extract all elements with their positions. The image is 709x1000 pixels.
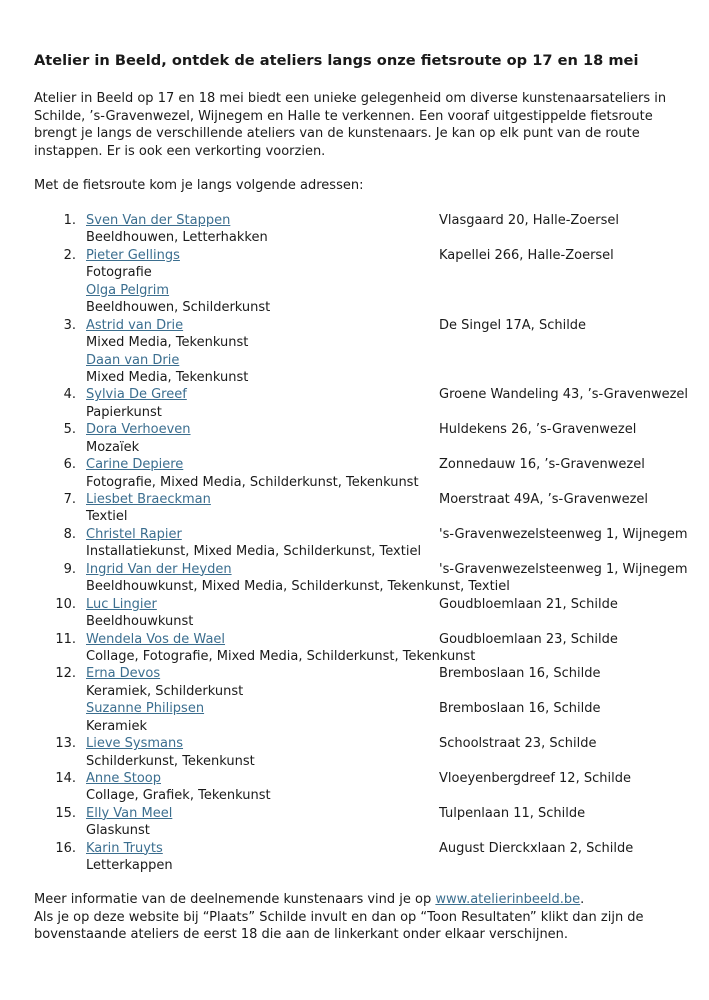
list-item-details [0,613,709,630]
artist-address: Groene Wandeling 43, ’s-Gravenwezel [439,387,689,403]
list-item-number: 10. [55,596,76,612]
list-item-details [0,753,709,770]
list-item-details [0,787,709,804]
list-item-details [0,822,709,839]
list-item [0,805,709,822]
artist-address: Bremboslaan 16, Schilde [439,666,601,682]
list-item-details [0,299,709,316]
artist-disciplines: Collage, Grafiek, Tekenkunst [86,788,271,804]
artist-name-link[interactable]: Erna Devos [86,666,161,682]
list-item-number: 6. [63,457,76,473]
list-item-number: 13. [55,736,76,752]
artist-address: De Singel 17A, Schilde [439,317,587,333]
artist-name-link[interactable]: Pieter Gellings [86,247,180,263]
list-item [0,282,709,299]
artist-disciplines: Schilderkunst, Tekenkunst [86,753,255,769]
artist-name-link[interactable]: Liesbet Braeckman [86,492,211,507]
list-item [0,561,709,578]
list-item-details [0,857,709,874]
artist-name-link[interactable]: Elly Van Meel [86,805,173,821]
artist-disciplines: Fotografie [86,265,152,281]
artist-address: Vloeyenbergdreef 12, Schilde [439,771,631,786]
artist-disciplines: Beeldhouwkunst, Mixed Media, Schilderkunst, Tekenkunst, Textiel [86,579,510,595]
list-item-number: 4. [63,387,76,403]
artist-name-link[interactable]: Karin Truyts [86,840,163,856]
list-item [0,386,709,403]
list-item [0,840,709,857]
list-item [0,212,709,229]
list-item-number: 3. [63,317,76,333]
footer-instructions: Als je op deze website bij “Plaats” Schilde invult en dan op “Toon Resultaten” klikt dan zijn de bovenstaande ateliers de eerst 18 die aan de linkerkant onder elkaar verschijnen. [34,909,644,942]
list-item-details [0,578,709,595]
artist-name-link[interactable]: Sylvia De Greef [86,387,187,403]
artist-disciplines: Papierkunst [86,404,162,420]
artist-disciplines: Installatiekunst, Mixed Media, Schilderkunst, Textiel [86,544,422,560]
list-item-number: 9. [63,561,76,577]
artist-address: Goudbloemlaan 23, Schilde [439,631,618,647]
artist-address: 's-Gravenwezelsteenweg 1, Wijnegem [439,561,688,577]
list-item-details [0,648,709,665]
list-item [0,456,709,473]
list-item-number: 7. [63,492,76,507]
list-item-number: 8. [63,526,76,542]
list-item-details [0,683,709,700]
list-item [0,700,709,717]
artist-disciplines: Mozaïek [86,439,140,455]
artist-name-link[interactable]: Wendela Vos de Wael [86,631,226,647]
list-item [0,247,709,264]
list-item-details [0,264,709,281]
artist-address: August Dierckxlaan 2, Schilde [439,840,634,856]
artist-address: Tulpenlaan 11, Schilde [439,805,586,821]
artist-name-link[interactable]: Carine Depiere [86,457,184,473]
artist-disciplines: Beeldhouwen, Letterhakken [86,230,268,246]
artist-name-link[interactable]: Dora Verhoeven [86,422,191,438]
list-item [0,665,709,682]
artist-name-link[interactable]: Astrid van Drie [86,317,184,333]
list-item-details [0,718,709,735]
artist-disciplines: Collage, Fotografie, Mixed Media, Schilderkunst, Tekenkunst [86,648,476,664]
list-item [0,631,709,648]
artist-address: Goudbloemlaan 21, Schilde [439,596,618,612]
list-item-number: 5. [63,422,76,438]
artist-name-link[interactable]: Suzanne Philipsen [86,701,205,717]
artist-disciplines: Keramiek, Schilderkunst [86,683,244,699]
list-item [0,596,709,613]
artist-name-link[interactable]: Daan van Drie [86,352,180,368]
artist-name-link[interactable]: Luc Lingier [86,596,157,612]
list-item-number: 12. [55,666,76,682]
list-item-number: 2. [63,247,76,263]
list-item-number: 15. [55,805,76,821]
artist-address: 's-Gravenwezelsteenweg 1, Wijnegem [439,526,688,542]
list-item [0,735,709,752]
list-item-number: 14. [55,771,76,786]
list-item-details [0,334,709,351]
list-item [0,491,709,508]
website-link[interactable]: www.atelierinbeeld.be [435,892,581,907]
footer-text [34,891,694,944]
artist-address: Moerstraat 49A, ’s-Gravenwezel [439,492,649,507]
list-item-details [0,508,709,525]
artist-name-link[interactable]: Olga Pelgrim [86,282,170,298]
artist-disciplines: Textiel [86,509,128,525]
footer-info-suffix: . [580,892,585,907]
list-item-details [0,229,709,246]
artist-address: Kapellei 266, Halle-Zoersel [439,247,614,263]
artist-list [0,212,709,875]
list-item-details [0,439,709,456]
list-item-details [0,369,709,386]
artist-address: Zonnedauw 16, ’s-Gravenwezel [439,457,645,473]
list-item-details [0,474,709,491]
list-item-number: 1. [63,213,76,228]
artist-name-link[interactable]: Ingrid Van der Heyden [86,561,232,577]
list-item-details [0,543,709,560]
artist-disciplines: Glaskunst [86,823,150,839]
intro-paragraph: Atelier in Beeld op 17 en 18 mei biedt een unieke gelegenheid om diverse kunstenaarsateliers in Schilde, ’s-Gravenwezel, Wijnegem en Halle te verkennen. Een vooraf uitgestippelde fietsroute brengt je langs de verschillende ateliers van de kunstenaars. Je kan op elk punt van de route instappen. Er is ook een verkorting voorzien. [34,91,667,159]
artist-name-link[interactable]: Anne Stoop [86,771,162,786]
list-item-number: 11. [55,631,76,647]
artist-address: Bremboslaan 16, Schilde [439,701,601,717]
artist-address: Vlasgaard 20, Halle-Zoersel [439,213,619,228]
artist-disciplines: Keramiek [86,718,147,734]
artist-disciplines: Letterkappen [86,858,173,874]
artist-address: Schoolstraat 23, Schilde [439,736,597,752]
list-item [0,526,709,543]
artist-disciplines: Mixed Media, Tekenkunst [86,369,249,385]
artist-disciplines: Fotografie, Mixed Media, Schilderkunst, Tekenkunst [86,474,419,490]
artist-name-link[interactable]: Lieve Sysmans [86,736,184,752]
list-item [0,317,709,334]
list-item-number: 16. [55,840,76,856]
artist-disciplines: Mixed Media, Tekenkunst [86,335,249,351]
list-lead-text: Met de fietsroute kom je langs volgende adressen: [34,178,364,193]
artist-name-link[interactable]: Christel Rapier [86,526,182,542]
artist-name-link[interactable]: Sven Van der Stappen [86,213,231,228]
list-item-details [0,404,709,421]
list-item [0,421,709,438]
list-item [0,770,709,787]
footer-info-text: Meer informatie van de deelnemende kunstenaars vind je op [34,892,436,907]
artist-disciplines: Beeldhouwkunst [86,614,194,630]
artist-address: Huldekens 26, ’s-Gravenwezel [439,422,637,438]
list-item [0,352,709,369]
page-title: Atelier in Beeld, ontdek de ateliers langs onze fietsroute op 17 en 18 mei [34,52,639,69]
artist-disciplines: Beeldhouwen, Schilderkunst [86,300,271,316]
